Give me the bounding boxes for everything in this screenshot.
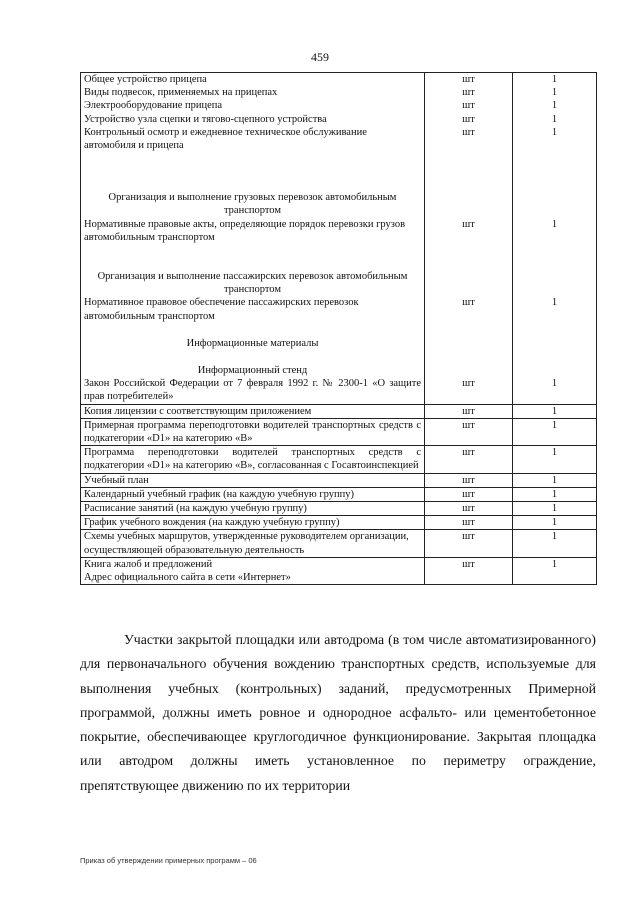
item-qty: 1 [513, 73, 597, 87]
item-unit: шт [425, 473, 513, 487]
item-unit: шт [425, 113, 513, 126]
item-qty: 1 [513, 113, 597, 126]
item-unit: шт [425, 73, 513, 87]
section-heading-passenger: Организация и выполнение пассажирских перевозок автомобильным транспортом [81, 270, 425, 296]
item-name: График учебного вождения (на каждую учебную группу) [81, 516, 425, 530]
table-spacer [81, 323, 597, 337]
item-qty: 1 [513, 218, 597, 244]
table-row [81, 473, 597, 487]
item-name: Закон Российской Федерации от 7 февраля 1992 г. № 2300-1 «О защите прав потребителей» [81, 377, 425, 404]
table-row [81, 113, 597, 126]
body-paragraph: Участки закрытой площадки или автодрома (в том числе автоматизированного) для первоначального обучения вождению транспортных средств, используемые для выполнения учебных (контрольных) заданий, предусмотренных Примерной программой, должны иметь ровное и однородное асфальто- или цементобетонное покрытие, обеспечивающее круглогодичное функционирование. Закрытая площадка или автодром должны иметь установленное по периметру ограждение, препятствующее движению по их территории [80, 632, 596, 793]
item-name: Расписание занятий (на каждую учебную группу) [81, 502, 425, 516]
item-unit: шт [425, 530, 513, 557]
item-unit: шт [425, 296, 513, 322]
item-unit: шт [425, 377, 513, 404]
item-qty: 1 [513, 446, 597, 473]
table-row [81, 571, 597, 585]
item-unit: шт [425, 404, 513, 418]
item-unit: шт [425, 487, 513, 501]
item-qty: 1 [513, 557, 597, 571]
section-heading-row [81, 191, 597, 217]
section-heading-row [81, 270, 597, 296]
item-name: Виды подвесок, применяемых на прицепах [81, 86, 425, 99]
table-row [81, 99, 597, 112]
item-name: Контрольный осмотр и ежедневное техническое обслуживание автомобиля и прицепа [81, 126, 425, 152]
table-row [81, 86, 597, 99]
item-name: Нормативные правовые акты, определяющие порядок перевозки грузов автомобильным транспортом [81, 218, 425, 244]
table-row [81, 404, 597, 418]
item-name: Книга жалоб и предложений [81, 557, 425, 571]
item-unit: шт [425, 86, 513, 99]
item-qty: 1 [513, 404, 597, 418]
item-unit: шт [425, 99, 513, 112]
section-heading-info: Информационные материалы [81, 337, 425, 350]
item-name: Календарный учебный график (на каждую учебную группу) [81, 487, 425, 501]
table-row [81, 516, 597, 530]
section-heading-row [81, 337, 597, 350]
item-name: Учебный план [81, 473, 425, 487]
page-footer: Приказ об утверждении примерных программ – 06 [80, 856, 257, 865]
item-unit: шт [425, 446, 513, 473]
item-qty [513, 571, 597, 585]
item-name: Электрооборудование прицепа [81, 99, 425, 112]
table-row [81, 502, 597, 516]
page-number: 459 [311, 50, 329, 64]
table-spacer [81, 244, 597, 270]
item-unit [425, 571, 513, 585]
table-row [81, 530, 597, 557]
item-qty: 1 [513, 530, 597, 557]
table-row [81, 557, 597, 571]
item-unit: шт [425, 557, 513, 571]
section-heading-cargo: Организация и выполнение грузовых перевозок автомобильным транспортом [81, 191, 425, 217]
item-unit: шт [425, 218, 513, 244]
item-name: Программа переподготовки водителей транспортных средств с подкатегории «D1» на категорию «B», согласованная с Госавтоинспекцией [81, 446, 425, 473]
item-name: Общее устройство прицепа [81, 73, 425, 87]
item-name: Схемы учебных маршрутов, утвержденные руководителем организации, осуществляющей образовательную деятельность [81, 530, 425, 557]
table-spacer [81, 350, 597, 364]
table-row [81, 73, 597, 87]
item-qty: 1 [513, 126, 597, 152]
item-qty: 1 [513, 296, 597, 322]
item-qty: 1 [513, 99, 597, 112]
item-qty: 1 [513, 487, 597, 501]
table-row [81, 487, 597, 501]
item-qty: 1 [513, 473, 597, 487]
table-row [81, 218, 597, 244]
item-name: Устройство узла сцепки и тягово-сцепного устройства [81, 113, 425, 126]
equipment-table [80, 72, 597, 585]
item-qty: 1 [513, 377, 597, 404]
item-qty: 1 [513, 516, 597, 530]
item-unit: шт [425, 516, 513, 530]
item-name: Примерная программа переподготовки водителей транспортных средств с подкатегории «D1» на категорию «B» [81, 418, 425, 445]
item-name: Нормативное правовое обеспечение пассажирских перевозок автомобильным транспортом [81, 296, 425, 322]
item-qty: 1 [513, 502, 597, 516]
item-unit: шт [425, 126, 513, 152]
section-subheading-row [81, 364, 597, 377]
item-unit: шт [425, 502, 513, 516]
table-row [81, 126, 597, 152]
item-name: Адрес официального сайта в сети «Интернет» [81, 571, 425, 585]
item-qty: 1 [513, 418, 597, 445]
item-qty: 1 [513, 86, 597, 99]
table-spacer [81, 152, 597, 191]
table-row [81, 446, 597, 473]
table-row [81, 377, 597, 404]
table-row [81, 296, 597, 322]
item-unit: шт [425, 418, 513, 445]
item-name: Копия лицензии с соответствующим приложением [81, 404, 425, 418]
table-row [81, 418, 597, 445]
section-subheading-stand: Информационный стенд [81, 364, 425, 377]
